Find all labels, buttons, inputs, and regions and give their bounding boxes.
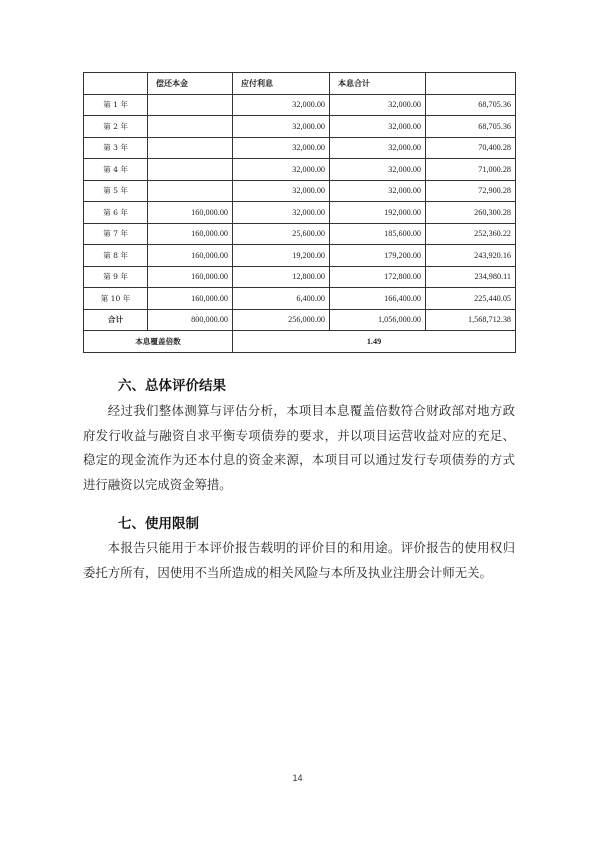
extra-cell: 225,440.05	[426, 288, 516, 310]
section7-heading: 七、使用限制	[118, 516, 199, 532]
interest-cell: 32,000.00	[233, 94, 330, 116]
table-row	[84, 202, 516, 224]
header-cell	[84, 73, 148, 95]
year-label: 第 4 年	[84, 159, 148, 181]
header-cell: 偿还本金	[148, 73, 233, 95]
total-cell: 192,000.00	[330, 202, 426, 224]
extra-cell: 68,705.36	[426, 94, 516, 116]
principal-cell	[148, 180, 233, 202]
principal-cell	[148, 159, 233, 181]
page-number: 14	[292, 773, 303, 783]
interest-cell: 32,000.00	[233, 180, 330, 202]
debt-service-table	[83, 72, 516, 353]
interest-cell: 6,400.00	[233, 288, 330, 310]
year-label: 第 2 年	[84, 116, 148, 138]
year-label: 第 8 年	[84, 245, 148, 267]
extra-cell: 70,400.28	[426, 137, 516, 159]
interest-cell: 19,200.00	[233, 245, 330, 267]
principal-cell	[148, 94, 233, 116]
extra-cell: 71,000.28	[426, 159, 516, 181]
extra-cell: 234,980.11	[426, 266, 516, 288]
section6-heading: 六、总体评价结果	[118, 378, 226, 394]
principal-total-cell: 800,000.00	[148, 309, 233, 331]
year-label: 第 3 年	[84, 137, 148, 159]
principal-cell: 160,000.00	[148, 223, 233, 245]
interest-cell: 32,000.00	[233, 137, 330, 159]
coverage-label: 本息覆盖倍数	[84, 331, 233, 353]
extra-cell: 243,920.16	[426, 245, 516, 267]
principal-cell: 160,000.00	[148, 266, 233, 288]
extra-cell: 252,360.22	[426, 223, 516, 245]
extra-cell: 68,705.36	[426, 116, 516, 138]
total-cell: 32,000.00	[330, 159, 426, 181]
table-row	[84, 159, 516, 181]
total-cell: 32,000.00	[330, 116, 426, 138]
table-total-row	[84, 309, 516, 331]
principal-cell	[148, 137, 233, 159]
coverage-ratio-row	[84, 331, 516, 353]
total-label: 合计	[84, 309, 148, 331]
interest-cell: 32,000.00	[233, 116, 330, 138]
year-label: 第 1 年	[84, 94, 148, 116]
section6-paragraph: 经过我们整体测算与评估分析，本项目本息覆盖倍数符合财政部对地方政府发行收益与融资自求平衡专项债券的要求，并以项目运营收益对应的充足、稳定的现金流作为还本付息的资金来源，本项目可以通过发行专项债券的方式进行融资以完成资金筹措。	[83, 403, 515, 493]
table-row	[84, 245, 516, 267]
principal-cell: 160,000.00	[148, 202, 233, 224]
table-header-row	[84, 73, 516, 95]
interest-cell: 25,600.00	[233, 223, 330, 245]
extra-cell: 72,900.28	[426, 180, 516, 202]
coverage-value: 1.49	[233, 331, 516, 353]
total-cell: 32,000.00	[330, 137, 426, 159]
total-cell: 32,000.00	[330, 180, 426, 202]
extra-total-cell: 1,568,712.38	[426, 309, 516, 331]
year-label: 第 6 年	[84, 202, 148, 224]
table-row	[84, 137, 516, 159]
interest-total-cell: 256,000.00	[233, 309, 330, 331]
table-row	[84, 288, 516, 310]
total-cell: 185,600.00	[330, 223, 426, 245]
header-cell: 本息合计	[330, 73, 426, 95]
interest-cell: 32,000.00	[233, 159, 330, 181]
total-cell: 172,800.00	[330, 266, 426, 288]
principal-cell: 160,000.00	[148, 288, 233, 310]
extra-cell: 260,300.28	[426, 202, 516, 224]
table-row	[84, 266, 516, 288]
total-cell: 166,400.00	[330, 288, 426, 310]
table-row	[84, 223, 516, 245]
total-cell: 179,200.00	[330, 245, 426, 267]
year-label: 第 7 年	[84, 223, 148, 245]
table-row	[84, 94, 516, 116]
total-cell: 32,000.00	[330, 94, 426, 116]
interest-cell: 12,800.00	[233, 266, 330, 288]
principal-cell	[148, 116, 233, 138]
principal-cell: 160,000.00	[148, 245, 233, 267]
table-row	[84, 116, 516, 138]
year-label: 第 10 年	[84, 288, 148, 310]
interest-cell: 32,000.00	[233, 202, 330, 224]
table-row	[84, 180, 516, 202]
header-cell: 应付利息	[233, 73, 330, 95]
year-label: 第 9 年	[84, 266, 148, 288]
header-cell	[426, 73, 516, 95]
section7-paragraph: 本报告只能用于本评价报告载明的评价目的和用途。评价报告的使用权归委托方所有，因使用不当所造成的相关风险与本所及执业注册会计师无关。	[83, 540, 515, 580]
grand-total-cell: 1,056,000.00	[330, 309, 426, 331]
year-label: 第 5 年	[84, 180, 148, 202]
